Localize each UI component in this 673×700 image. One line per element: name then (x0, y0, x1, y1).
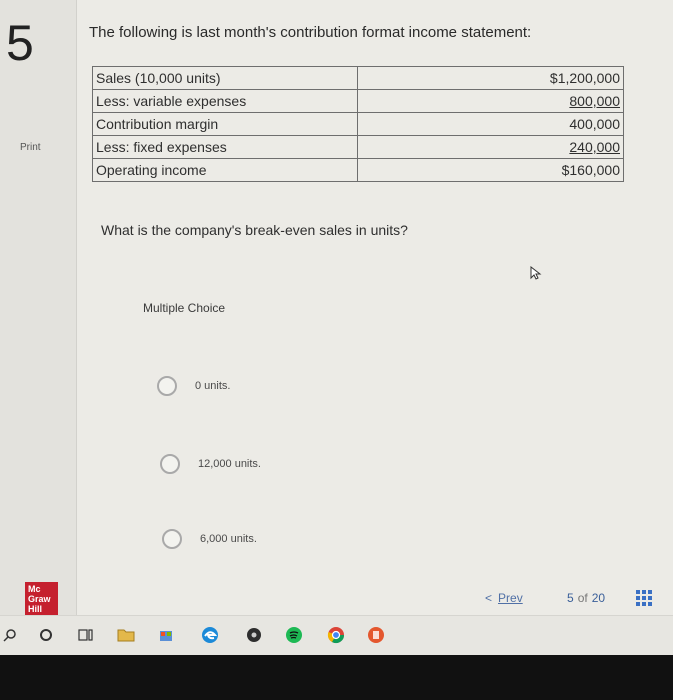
left-rail (0, 0, 77, 615)
answer-option[interactable] (157, 376, 230, 396)
cursor-icon (530, 266, 542, 283)
radio-button[interactable] (162, 529, 182, 549)
option-label: 12,000 units. (198, 458, 261, 470)
row-value: 800,000 (569, 93, 620, 109)
row-value: $160,000 (358, 159, 624, 182)
row-label: Contribution margin (93, 113, 358, 136)
table-row (93, 90, 624, 113)
row-value: $1,200,000 (358, 67, 624, 90)
radio-button[interactable] (160, 454, 180, 474)
option-label: 0 units. (195, 380, 231, 392)
question-prompt: The following is last month's contribution format income statement: (89, 24, 532, 41)
row-label: Operating income (93, 159, 358, 182)
answer-option[interactable] (162, 529, 257, 549)
question-number: 5 (6, 15, 34, 71)
multiple-choice-label: Multiple Choice (143, 301, 226, 315)
row-value: 400,000 (358, 113, 624, 136)
question-text: What is the company's break-even sales in units? (101, 222, 408, 238)
print-button[interactable]: Print (20, 142, 41, 153)
row-label: Less: fixed expenses (93, 136, 358, 159)
taskbar (0, 615, 673, 655)
grid-menu-icon[interactable] (636, 590, 652, 609)
task-view-icon[interactable] (76, 625, 96, 645)
cortana-icon[interactable] (36, 625, 56, 645)
spotify-icon[interactable] (284, 625, 304, 645)
media-icon[interactable] (244, 625, 264, 645)
logo-line-3: Hill (28, 604, 43, 614)
row-value-cell (358, 90, 624, 113)
table-row (93, 159, 624, 182)
total-questions: 20 (591, 591, 606, 605)
logo-line-2: Graw (28, 594, 51, 604)
logo-line-1: Mc (28, 584, 41, 594)
radio-button[interactable] (157, 376, 177, 396)
table-row (93, 67, 624, 90)
row-value: 240,000 (569, 139, 620, 155)
table-row (93, 113, 624, 136)
question-pager[interactable] (567, 591, 605, 605)
row-value-cell (358, 136, 624, 159)
mcgraw-hill-logo (25, 582, 58, 615)
answer-option[interactable] (160, 454, 261, 474)
option-label: 6,000 units. (200, 533, 257, 545)
current-question: 5 (567, 591, 574, 605)
table-row (93, 136, 624, 159)
store-icon[interactable] (156, 625, 176, 645)
row-label: Less: variable expenses (93, 90, 358, 113)
search-icon[interactable] (0, 625, 20, 645)
file-explorer-icon[interactable] (116, 625, 136, 645)
of-label: of (577, 591, 588, 605)
chrome-icon[interactable] (326, 625, 346, 645)
prev-button[interactable] (485, 591, 523, 605)
chevron-left-icon: < (485, 591, 493, 605)
prev-label: Prev (498, 591, 523, 605)
income-statement-table (92, 66, 624, 182)
row-label: Sales (10,000 units) (93, 67, 358, 90)
edge-icon[interactable] (200, 625, 220, 645)
office-icon[interactable] (366, 625, 386, 645)
